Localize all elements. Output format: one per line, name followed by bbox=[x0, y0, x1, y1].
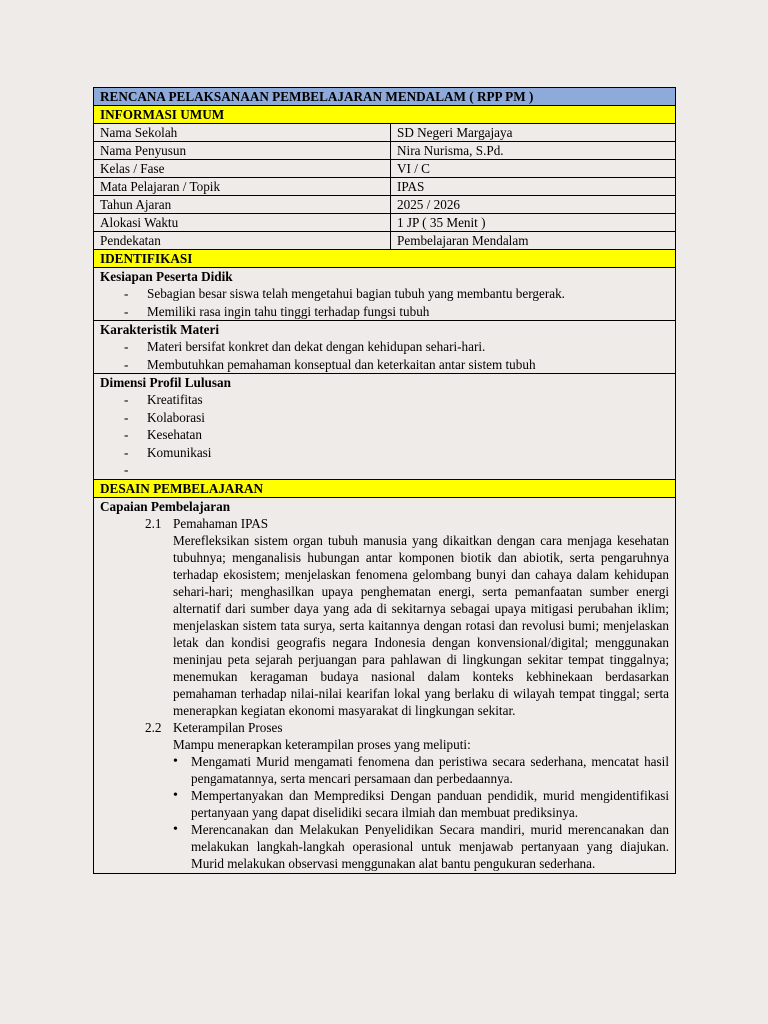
dimensi-block bbox=[94, 374, 676, 480]
subsection-heading bbox=[100, 719, 669, 736]
subsection-title: Keterampilan Proses bbox=[173, 719, 283, 735]
kesiapan-title: Kesiapan Peserta Didik bbox=[100, 269, 233, 284]
list-item: - Sebagian besar siswa telah mengetahui bagian tubuh yang membantu bergerak. bbox=[120, 285, 669, 303]
info-row bbox=[94, 214, 676, 232]
info-row bbox=[94, 160, 676, 178]
document-title: RENCANA PELAKSANAAN PEMBELAJARAN MENDALAM ( RPP PM ) bbox=[94, 88, 676, 106]
info-label: Alokasi Waktu bbox=[94, 214, 391, 232]
info-value: 2025 / 2026 bbox=[391, 196, 676, 214]
list-item: • Mengamati Murid mengamati fenomena dan peristiwa secara sederhana, mencatat hasil pengamatannya, serta mencari persamaan dan perbedaannya. bbox=[173, 753, 669, 787]
info-value: Pembelajaran Mendalam bbox=[391, 232, 676, 250]
karakteristik-block bbox=[94, 321, 676, 374]
list-item: - Kreatifitas bbox=[120, 391, 669, 409]
list-item: - Kolaborasi bbox=[120, 409, 669, 427]
info-label: Mata Pelajaran / Topik bbox=[94, 178, 391, 196]
info-label: Kelas / Fase bbox=[94, 160, 391, 178]
info-value: IPAS bbox=[391, 178, 676, 196]
info-row bbox=[94, 124, 676, 142]
info-label: Pendekatan bbox=[94, 232, 391, 250]
info-value: 1 JP ( 35 Menit ) bbox=[391, 214, 676, 232]
subsection-heading bbox=[100, 515, 669, 532]
info-value: Nira Nurisma, S.Pd. bbox=[391, 142, 676, 160]
list-item: - Komunikasi bbox=[120, 444, 669, 462]
dimensi-title: Dimensi Profil Lulusan bbox=[100, 375, 231, 390]
capaian-title: Capaian Pembelajaran bbox=[100, 498, 231, 514]
keterampilan-intro: Mampu menerapkan keterampilan proses yang meliputi: bbox=[173, 736, 471, 752]
rpp-table bbox=[93, 87, 676, 874]
info-row bbox=[94, 232, 676, 250]
dimensi-list bbox=[100, 391, 669, 479]
list-item: • Merencanakan dan Melakukan Penyelidikan Secara mandiri, murid merencanakan dan melakukan langkah-langkah operasional untuk menjawab pertanyaan yang diajukan. Murid melakukan observasi menggunakan alat bantu pengukuran sederhana. bbox=[173, 821, 669, 872]
info-label: Tahun Ajaran bbox=[94, 196, 391, 214]
section-desain: DESAIN PEMBELAJARAN bbox=[94, 479, 676, 497]
list-item: - Membutuhkan pemahaman konseptual dan keterkaitan antar sistem tubuh bbox=[120, 356, 669, 374]
section-informasi-umum: INFORMASI UMUM bbox=[94, 106, 676, 124]
info-row bbox=[94, 142, 676, 160]
karakteristik-title: Karakteristik Materi bbox=[100, 322, 220, 337]
list-item: - Materi bersifat konkret dan dekat dengan kehidupan sehari-hari. bbox=[120, 338, 669, 356]
section-identifikasi: IDENTIFIKASI bbox=[94, 250, 676, 268]
list-item: - Kesehatan bbox=[120, 426, 669, 444]
capaian-paragraph: Merefleksikan sistem organ tubuh manusia yang dikaitkan dengan cara menjaga kesehatan tubuhnya; menganalisis hubungan antar komponen biotik dan abiotik, serta pengaruhnya terhadap ekosistem; menjelaskan fenomena gelombang bunyi dan cahaya dalam kehidupan sehari-hari; menghasilkan upaya penghematan energi, serta pemanfaatan sumber energi alternatif dari sumber daya yang ada di sekitarnya sebagai upaya mitigasi perubahan iklim; menjelaskan sistem tata surya, serta kaitannya dengan rotasi dan revolusi bumi; menjelaskan letak dan kondisi geografis negara Indonesia dengan konvensional/digital; menggunakan meninjau peta sejarah perjuangan para pahlawan di lingkungan sekitar tempat tinggalnya; menemukan keragaman budaya nasional dalam konteks kebhinekaan berdasarkan pemahaman terhadap nilai-nilai kearifan lokal yang berlaku di wilayah tempat tinggal; serta menerapkan kegiatan ekonomi masyarakat di lingkungan sekitar. bbox=[173, 532, 669, 718]
info-row bbox=[94, 196, 676, 214]
capaian-block bbox=[94, 497, 676, 873]
subsection-title: Pemahaman IPAS bbox=[173, 515, 269, 531]
kesiapan-list bbox=[100, 285, 669, 320]
keterampilan-list bbox=[100, 753, 669, 872]
info-label: Nama Sekolah bbox=[94, 124, 391, 142]
karakteristik-list bbox=[100, 338, 669, 373]
info-value: VI / C bbox=[391, 160, 676, 178]
info-value: SD Negeri Margajaya bbox=[391, 124, 676, 142]
kesiapan-block bbox=[94, 268, 676, 321]
subsection-number: 2.1 bbox=[145, 515, 162, 531]
list-item bbox=[120, 461, 669, 479]
list-item: • Mempertanyakan dan Memprediksi Dengan panduan pendidik, murid mengidentifikasi pertanyaan yang dapat diselidiki secara ilmiah dan membuat prediksinya. bbox=[173, 787, 669, 821]
rpp-document bbox=[93, 87, 675, 874]
list-item: - Memiliki rasa ingin tahu tinggi terhadap fungsi tubuh bbox=[120, 303, 669, 321]
info-row bbox=[94, 178, 676, 196]
info-label: Nama Penyusun bbox=[94, 142, 391, 160]
subsection-number: 2.2 bbox=[145, 719, 162, 735]
